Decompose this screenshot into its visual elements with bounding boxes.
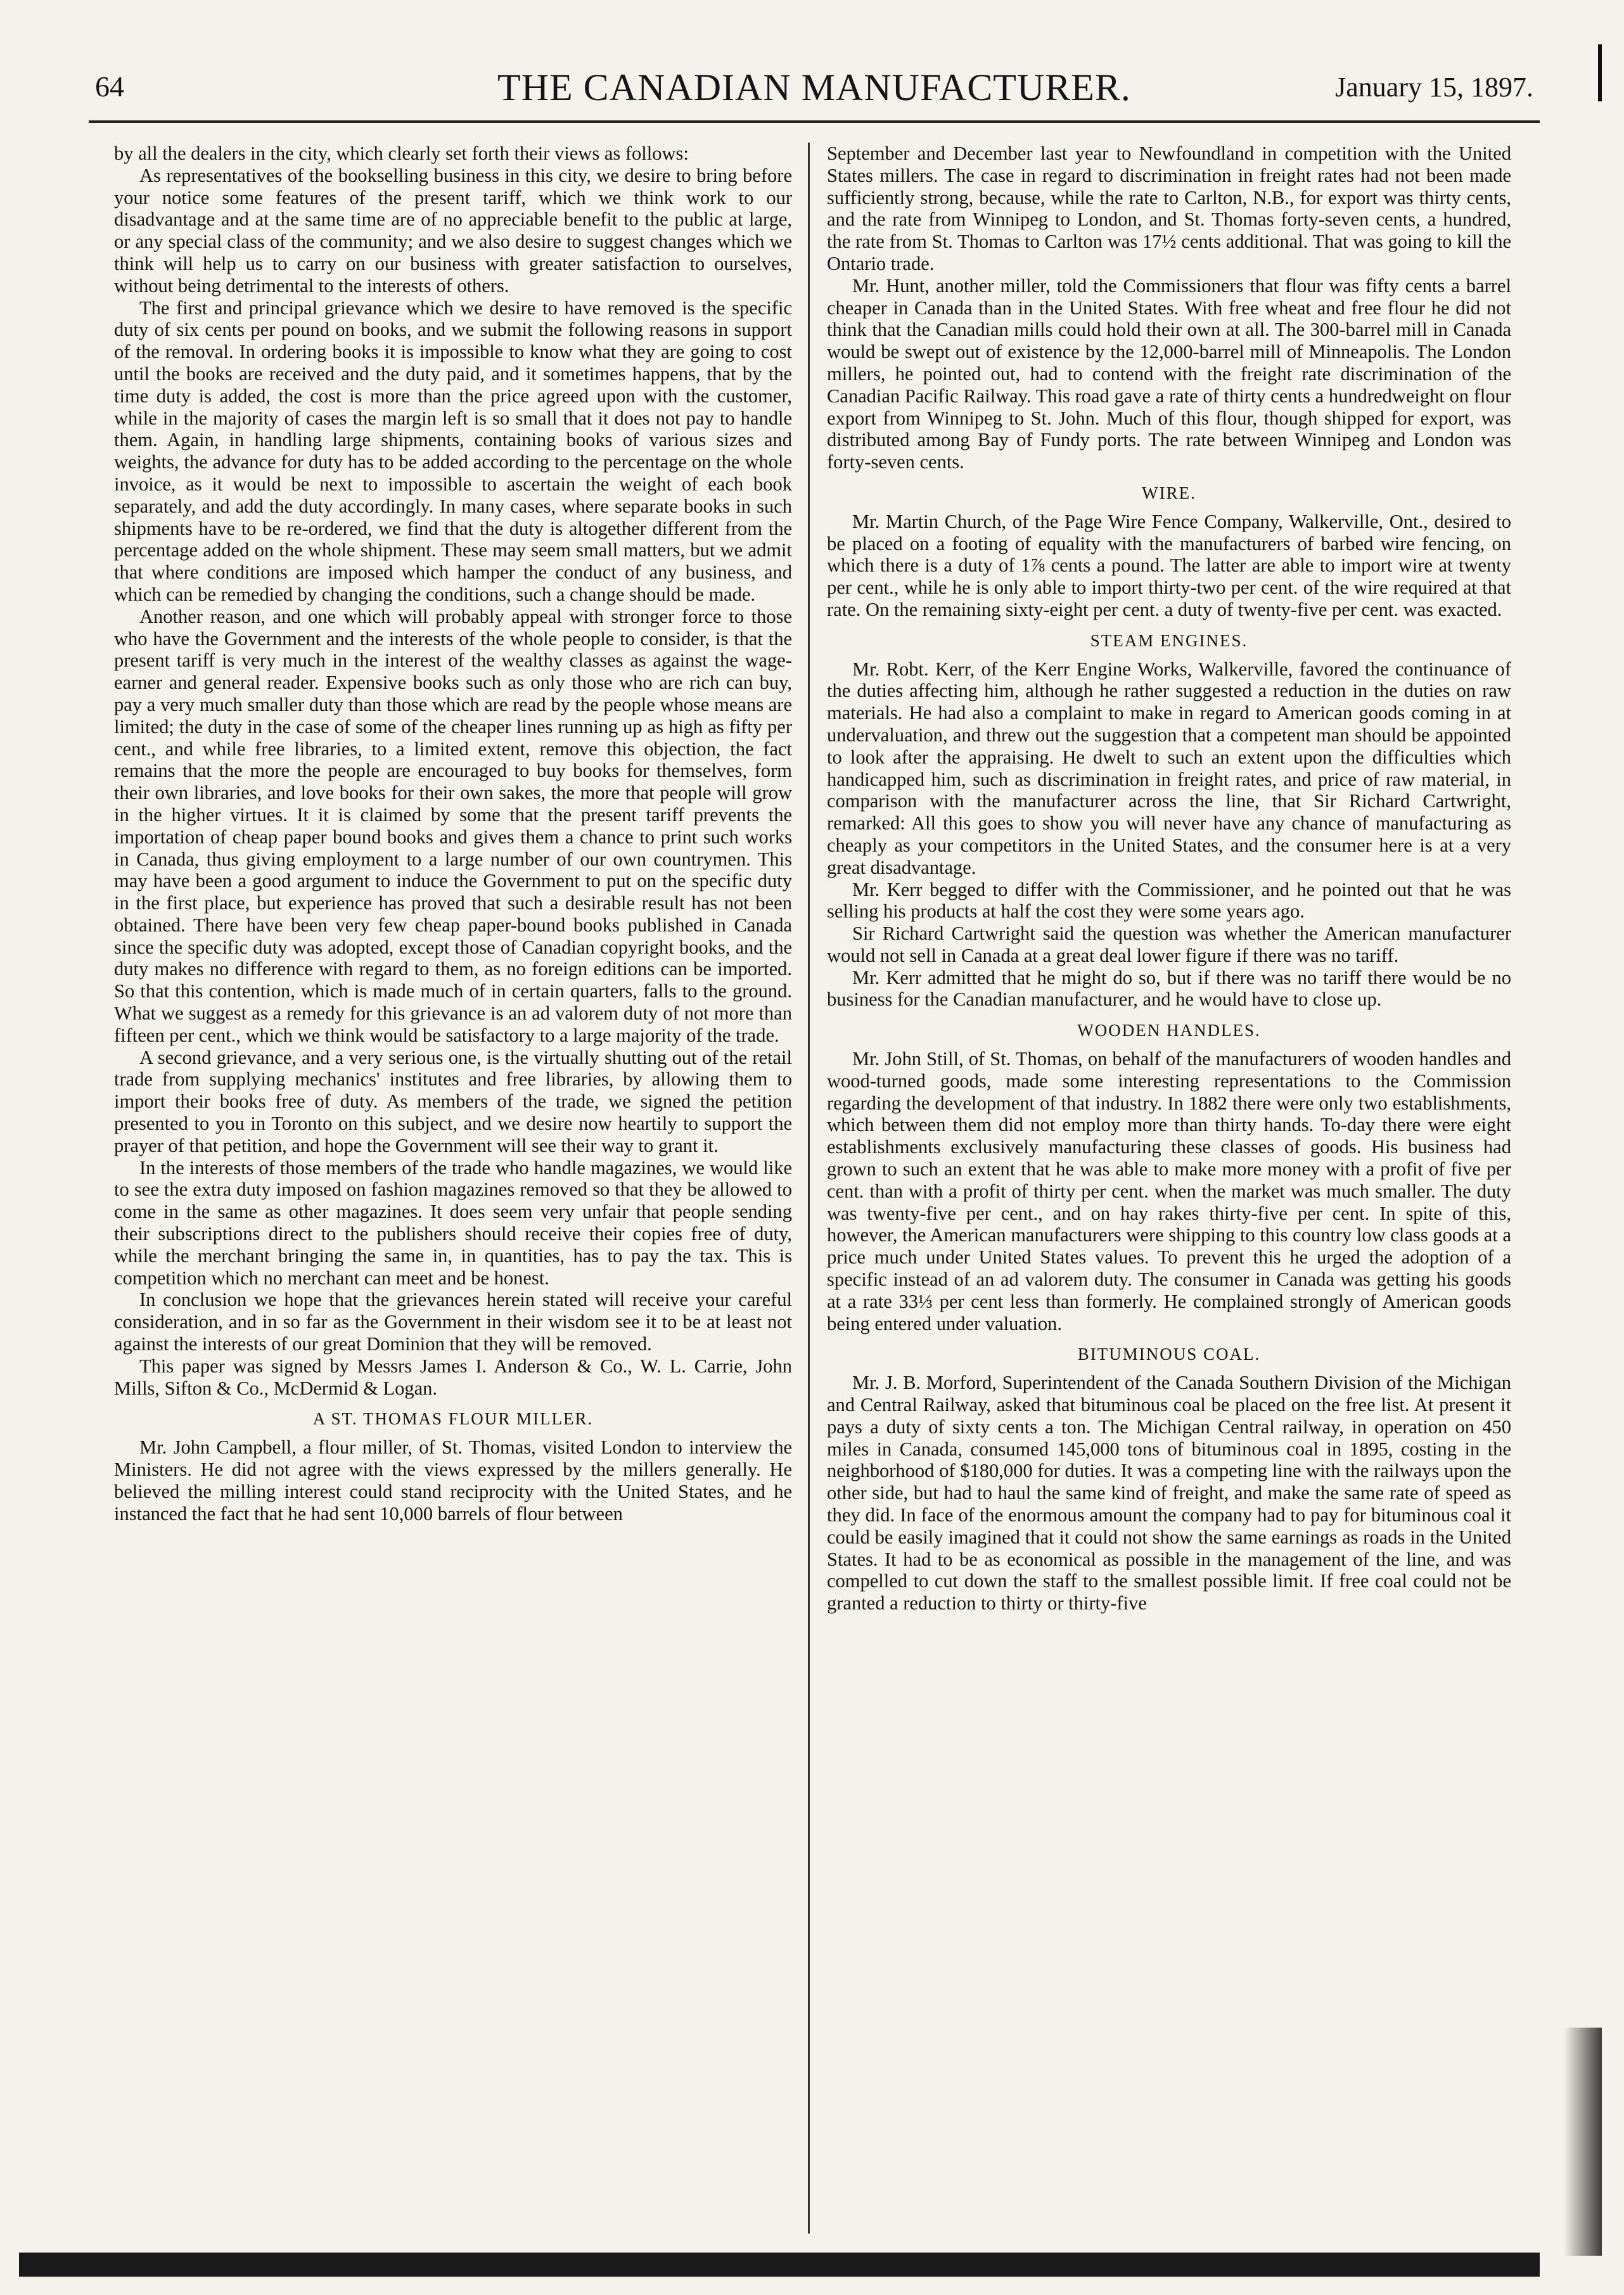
publication-title: THE CANADIAN MANUFACTURER. xyxy=(497,67,1131,108)
paragraph: Mr. Robt. Kerr, of the Kerr Engine Works, Walkerville, favored the continuance of the duties affecting him, although he rather suggested a reduction in the duties on raw materials. He had also a complaint to make in regard to American goods coming in at undervaluation, and threw out the suggestion that a competent man should be appointed to look after the appraising. He dwelt to such an extent upon the difficulties which handicapped him, such as discrimination in freight rates, and price of raw material, in comparison with the manufacturer across the line, that Sir Richard Cartwright, remarked: All this goes to show you will never have any chance of manufacturing as cheaply as your competitors in the United States, and the consumer here is at a very great disadvantage. xyxy=(827,658,1511,878)
left-column xyxy=(114,143,792,2234)
section-heading-flour-miller: A ST. THOMAS FLOUR MILLER. xyxy=(312,1409,594,1429)
paragraph: In conclusion we hope that the grievances herein stated will receive your careful consideration, and in so far as the Government in their wisdom see it to be at least not against the interests of our great Dominion that they will be removed. xyxy=(114,1289,792,1355)
scan-bottom-bar xyxy=(19,2253,1540,2277)
paragraph: As representatives of the bookselling business in this city, we desire to bring before your notice some features of the present tariff, which we think work to our disadvantage and at the same time are of no appreciable benefit to the public at large, or any special class of the community; and we also desire to suggest changes which we think will help us to carry on our business with greater satisfaction to ourselves, without being detrimental to the interests of others. xyxy=(114,164,792,297)
issue-date: January 15, 1897. xyxy=(1335,72,1533,103)
section-heading-bituminous-coal: BITUMINOUS COAL. xyxy=(1077,1345,1261,1364)
paragraph: Mr. Martin Church, of the Page Wire Fence Company, Walkerville, Ont., desired to be placed on a footing of equality with the manufacturers of barbed wire fencing, on which there is a duty of 1⅞ cents a pound. The latter are able to import wire at twenty per cent., while he is only able to import thirty-two per cent. of the wire required at that rate. On the remaining sixty-eight per cent. a duty of twenty-five per cent. was exacted. xyxy=(827,510,1511,620)
scan-edge-shadow xyxy=(1564,2028,1602,2256)
paragraph: The first and principal grievance which we desire to have removed is the specific duty of six cents per pound on books, and we submit the following reasons in support of the removal. In ordering books it is impossible to know what they are going to cost until the books are received and the duty paid, and it sometimes happens, that by the time duty is added, the cost is more than the price agreed upon with the customer, while in the majority of cases the margin left is so small that it does not pay to handle them. Again, in handling large shipments, containing books of various sizes and weights, the advance for duty has to be added according to the percentage on the whole invoice, as it would be next to impossible to ascertain the weight of each book separately, and add the duty accordingly. In many cases, where separate books in such shipments have to be re-ordered, we find that the duty is altogether different from the percentage added on the whole shipment. These may seem small matters, but we admit that where conditions are imposed which hamper the conduct of any business, and which can be remedied by changing the conditions, such a change should be made. xyxy=(114,297,792,605)
right-column xyxy=(827,143,1511,2234)
column-divider xyxy=(808,143,810,2234)
paragraph: Another reason, and one which will probably appeal with stronger force to those who have the Government and the interests of the whole people to consider, is that the present tariff is very much in the interest of the wealthy classes as against the wage-earner and general reader. Expensive books such as only those who are rich can buy, pay a very much smaller duty than those which are read by the people whose means are limited; the duty in the case of some of the cheaper lines running up as high as fifty per cent., and while free libraries, to a limited extent, remove this objection, the fact remains that the more the people are encouraged to buy books for themselves, form their own libraries, and love books for their own sakes, the more that people will grow in the higher virtues. It it is claimed by some that the present tariff prevents the importation of cheap paper bound books and gives them a chance to print such works in Canada, thus giving employment to a large number of our own countrymen. This may have been a good argument to induce the Government to put on the specific duty in the first place, but experience has proved that such a desirable result has not been obtained. There have been very few cheap paper-bound books published in Canada since the specific duty was adopted, except those of Canadian copyright books, and the duty makes no difference with regard to them, as no foreign editions can be imported. So that this contention, which is made much of in certain quarters, falls to the ground. What we suggest as a remedy for this grievance is an ad valorem duty of not more than fifteen per cent., which we think would be satisfactory to a large majority of the trade. xyxy=(114,605,792,1046)
section-heading-wooden-handles: WOODEN HANDLES. xyxy=(1077,1021,1261,1040)
paragraph: Mr. J. B. Morford, Superintendent of the Canada Southern Division of the Michigan and Central Railway, asked that bituminous coal be placed on the free list. At present it pays a duty of sixty cents a ton. The Michigan Central railway, in operation on 450 miles in Canada, consumed 145,000 tons of bituminous coal in 1895, costing in the neighborhood of $180,000 for duties. It was a competing line with the railways upon the other side, but had to haul the same kind of freight, and make the same rate of speed as they did. In face of the enormous amount the company had to pay for bituminous coal it could be easily imagined that it could not show the same earnings as roads in the United States. It had to be as economical as possible in the management of the line, and was compelled to cut down the staff to the smallest possible limit. If free coal could not be granted a reduction to thirty or thirty-five xyxy=(827,1372,1511,1614)
paragraph: Sir Richard Cartwright said the question was whether the American manufacturer would not sell in Canada at a great deal lower figure if there was no tariff. xyxy=(827,923,1511,966)
page-header xyxy=(89,67,1540,123)
paragraph: Mr. John Still, of St. Thomas, on behalf of the manufacturers of wooden handles and wood-turned goods, made some interesting representations to the Commission regarding the development of that industry. In 1882 there were only two establishments, which between them did not employ more than thirty hands. To-day there were eight establishments exclusively manufacturing these classes of goods. His business had grown to such an extent that he was able to make more money with a profit of five per cent. than with a profit of thirty per cent. when the market was much smaller. The duty was twenty-five per cent., and on hay rakes thirty-five per cent. In spite of this, however, the American manufacturers were shipping to this country low class goods at a price much under United States values. To prevent this he urged the adoption of a specific instead of an ad valorem duty. The consumer in Canada was getting his goods at a rate 33⅓ per cent less than formerly. He complained strongly of American goods being entered under valuation. xyxy=(827,1048,1511,1334)
paragraph: In the interests of those members of the trade who handle magazines, we would like to see the extra duty imposed on fashion magazines removed so that they be allowed to come in the same as other magazines. It does seem very unfair that people sending their subscriptions direct to the publishers should receive their copies free of duty, while the merchant bringing the same in, in quantities, has to pay the tax. This is competition which no merchant can meet and be honest. xyxy=(114,1156,792,1289)
paragraph: Mr. Kerr admitted that he might do so, but if there was no tariff there would be no business for the Canadian manufacturer, and he would have to close up. xyxy=(827,966,1511,1011)
section-heading-steam-engines: STEAM ENGINES. xyxy=(1090,630,1248,650)
paragraph: This paper was signed by Messrs James I. Anderson & Co., W. L. Carrie, John Mills, Sifton & Co., McDermid & Logan. xyxy=(114,1355,792,1399)
edge-mark xyxy=(1598,44,1602,101)
section-heading-wire: WIRE. xyxy=(1142,483,1196,502)
paragraph: Mr. John Campbell, a flour miller, of St. Thomas, visited London to interview the Ministers. He did not agree with the views expressed by the millers generally. He believed the milling interest could stand reciprocity with the United States, and he instanced the fact that he had sent 10,000 barrels of flour between xyxy=(114,1436,792,1525)
paragraph: Mr. Kerr begged to differ with the Commissioner, and he pointed out that he was selling his products at half the cost they were some years ago. xyxy=(827,878,1511,923)
page-number: 64 xyxy=(95,70,124,103)
paragraph: September and December last year to Newfoundland in competition with the United States millers. The case in regard to discrimination in freight rates had not been made sufficiently strong, because, while the rate to Carlton, N.B., for export was thirty cents, and the rate from Winnipeg to London, and St. Thomas forty-seven cents, a hundred, the rate from St. Thomas to Carlton was 17½ cents additional. That was going to kill the Ontario trade. xyxy=(827,143,1511,274)
paragraph: by all the dealers in the city, which clearly set forth their views as follows: xyxy=(114,143,689,164)
paragraph: Mr. Hunt, another miller, told the Commissioners that flour was fifty cents a barrel cheaper in Canada than in the United States. With free wheat and free flour he did not think that the Canadian mills could hold their own at all. The 300-barrel mill in Canada would be swept out of existence by the 12,000-barrel mill of Minneapolis. The London millers, he pointed out, had to contend with the freight rate discrimination of the Canadian Pacific Railway. This road gave a rate of thirty cents a hundredweight on flour export from Winnipeg to St. John. Much of this flour, though shipped for export, was distributed among Bay of Fundy ports. The rate between Winnipeg and London was forty-seven cents. xyxy=(827,274,1511,473)
paragraph: A second grievance, and a very serious one, is the virtually shutting out of the retail trade from supplying mechanics' institutes and free libraries, by allowing them to import their books free of duty. As members of the trade, we signed the petition presented to you in Toronto on this subject, and we desire now heartily to support the prayer of that petition, and hope the Government will see their way to grant it. xyxy=(114,1046,792,1156)
